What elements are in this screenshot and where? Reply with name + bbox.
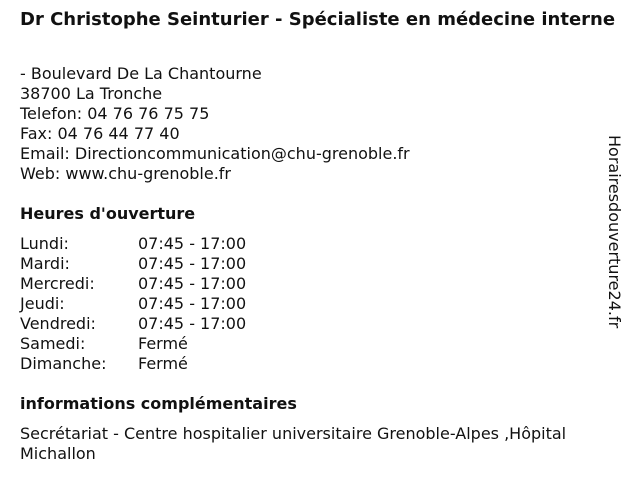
opening-hours-heading: Heures d'ouverture <box>20 204 196 223</box>
time-value: 07:45 - 17:00 <box>138 274 247 293</box>
opening-hours-list <box>20 234 246 374</box>
additional-info-heading: informations complémentaires <box>20 394 297 413</box>
time-value: 07:45 - 17:00 <box>138 234 247 253</box>
day-label: Jeudi: <box>20 294 65 313</box>
page-title: Dr Christophe Seinturier - Spécialiste en médecine interne <box>20 9 616 30</box>
day-label: Samedi: <box>20 334 86 353</box>
fax-line: Fax: 04 76 44 77 40 <box>20 124 180 143</box>
time-value: 07:45 - 17:00 <box>138 314 247 333</box>
hours-row-thursday <box>20 294 246 314</box>
hours-row-tuesday <box>20 254 246 274</box>
site-brand-vertical[interactable]: Horairesdouverture24.fr <box>605 135 624 329</box>
contact-details <box>20 64 410 184</box>
hours-row-monday <box>20 234 246 254</box>
time-value: 07:45 - 17:00 <box>138 254 247 273</box>
hours-row-friday <box>20 314 246 334</box>
address-line: - Boulevard De La Chantourne <box>20 64 262 83</box>
day-label: Vendredi: <box>20 314 96 333</box>
hours-row-sunday <box>20 354 246 374</box>
city-line: 38700 La Tronche <box>20 84 163 103</box>
time-value: 07:45 - 17:00 <box>138 294 247 313</box>
additional-info-text: Secrétariat - Centre hospitalier universitaire Grenoble-Alpes ,Hôpital Michallon <box>20 424 567 463</box>
day-label: Mardi: <box>20 254 70 273</box>
web-line[interactable]: Web: www.chu-grenoble.fr <box>20 164 231 183</box>
phone-line[interactable]: Telefon: 04 76 76 75 75 <box>20 104 210 123</box>
hours-row-wednesday <box>20 274 246 294</box>
day-label: Lundi: <box>20 234 69 253</box>
day-label: Dimanche: <box>20 354 107 373</box>
time-value: Fermé <box>138 334 188 353</box>
email-line[interactable]: Email: Directioncommunication@chu-grenoble.fr <box>20 144 410 163</box>
day-label: Mercredi: <box>20 274 95 293</box>
hours-row-saturday <box>20 334 246 354</box>
time-value: Fermé <box>138 354 188 373</box>
